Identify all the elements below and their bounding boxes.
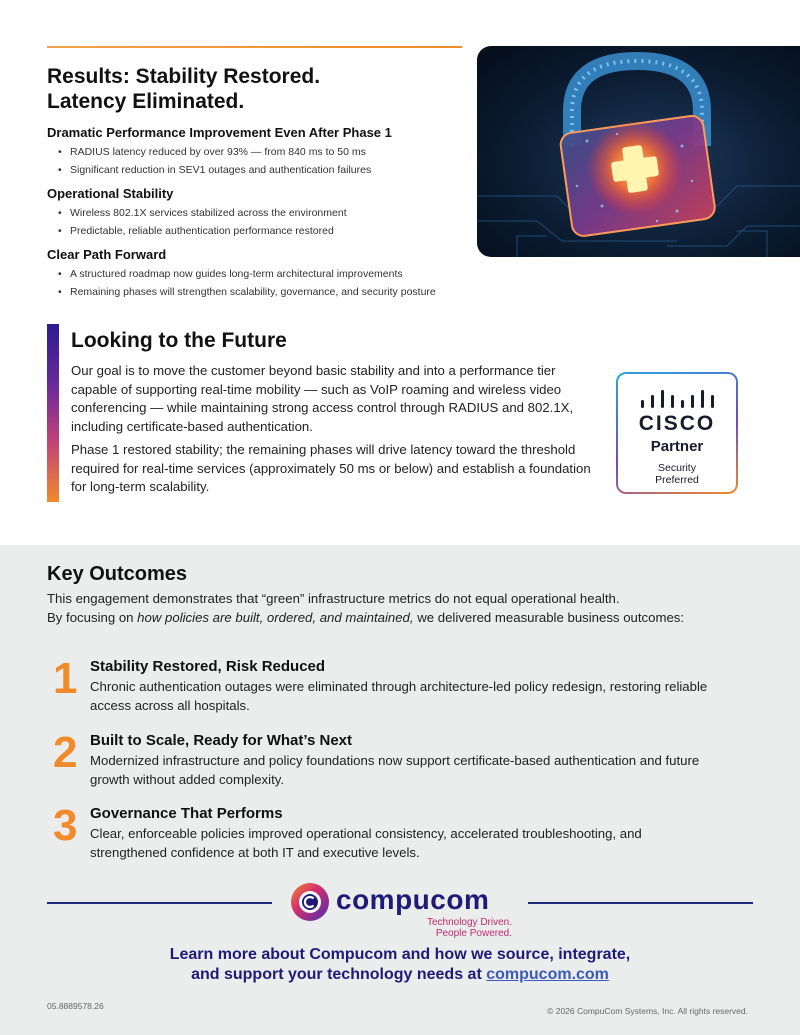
outcome-description: Chronic authentication outages were eliminated through architecture-led policy redesign, restoring reliable access across all hospitals. [90,679,708,713]
outcome-description: Modernized infrastructure and policy foundations now support certificate-based authentication and future growth without added complexity. [90,753,700,787]
badge-level: Security Preferred [655,462,699,486]
future-paragraph-1: Our goal is to move the customer beyond basic stability and into a performance tier capable of supporting real-time mobility — such as VoIP roaming and wireless video conferencing — while maintaining strong access control through RADIUS and 802.1X, including certificate-based authentication. [71,363,574,434]
future-section [71,328,591,502]
gradient-accent-bar [47,324,59,502]
list-item: • Significant reduction in SEV1 outages and authentication failures [47,161,487,179]
document-code: 05.8889578.26 [47,1001,104,1011]
outcome-title: Built to Scale, Ready for What’s Next [90,732,352,749]
compucom-link[interactable]: compucom.com [486,966,609,983]
badge-partner: Partner [650,438,704,455]
future-paragraph-2: Phase 1 restored stability; the remaining phases will drive latency toward the threshold required for real-time services (approximately 50 ms or below) and establish a foundation for long-term scalability. [71,442,591,494]
bullet-list [47,143,487,179]
outcome-description: Clear, enforceable policies improved operational consistency, accelerated troubleshooting, and strengthened confidence at both IT and executive levels. [90,826,642,860]
compucom-logo [290,882,520,939]
divider-left [47,902,272,904]
key-outcomes-intro: This engagement demonstrates that “green” infrastructure metrics do not equal operational health. By focusing on how policies are built, ordered, and maintained, we delivered measurable business outcomes: [47,591,685,625]
call-to-action: Learn more about Compucom and how we source, integrate, and support your technology needs at compucom.com [169,946,631,983]
bullet-list [47,204,487,240]
key-outcomes-section [0,545,800,1035]
list-item: • Wireless 802.1X services stabilized across the environment [47,204,487,222]
padlock-image [477,46,800,257]
list-item: • RADIUS latency reduced by over 93% — from 840 ms to 50 ms [47,143,487,161]
results-heading-performance: Dramatic Performance Improvement Even After Phase 1 [47,125,392,140]
future-title: Looking to the Future [71,329,287,352]
list-item: • Predictable, reliable authentication performance restored [47,222,487,240]
list-item: • A structured roadmap now guides long-term architectural improvements [47,265,487,283]
bullet-list [47,265,487,301]
outcome-number: 1 [53,654,78,703]
compucom-c-icon [290,882,330,922]
cisco-partner-badge [616,372,738,494]
page-title: Results: Stability Restored. Latency Eliminated. [47,65,321,113]
orange-rule [47,46,462,48]
copyright: © 2026 CompuCom Systems, Inc. All rights reserved. [547,1006,748,1016]
outcome-number: 3 [53,801,78,850]
logo-tagline: Technology Driven. People Powered. [426,917,512,939]
results-heading-path: Clear Path Forward [47,247,167,262]
results-heading-stability: Operational Stability [47,186,174,201]
results-list [47,124,487,301]
cisco-bars-icon [641,390,717,410]
list-item: • Remaining phases will strengthen scalability, governance, and security posture [47,283,487,301]
outcome-number: 2 [53,728,78,777]
key-outcomes-title: Key Outcomes [47,563,188,585]
badge-brand: CISCO [638,412,716,435]
logo-wordmark: compucom [336,884,490,915]
divider-right [528,902,753,904]
outcome-title: Governance That Performs [90,805,283,822]
outcome-title: Stability Restored, Risk Reduced [90,658,326,675]
